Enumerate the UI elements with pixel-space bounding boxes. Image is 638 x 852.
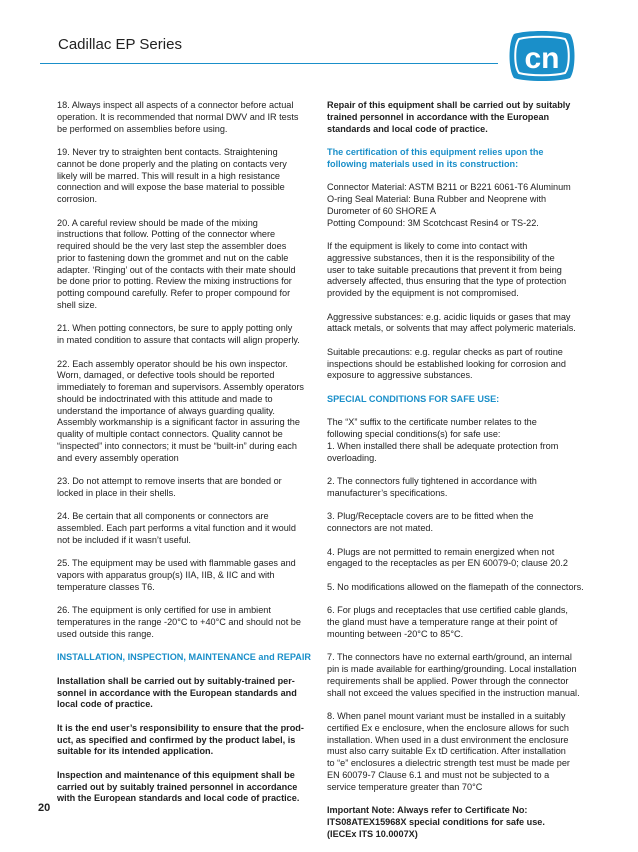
paragraph: 8. When panel mount variant must be installed in a suitably certified Ex e enclosure, when the enclosure allows for such installation. When used in a dust environment the enclosure must also carry suitable Ex tD certification. After installation to “e” enclosures a dielectric strength test must be made per EN 60079-7 Clause 6.1 and must not be subjected to a service temperature greater than 70°C: [327, 711, 570, 792]
paragraph: Suitable precautions: e.g. regular checks as part of routine inspections should be established looking for corrosion and exposure to aggressive substances.: [327, 346, 566, 381]
paragraph: 4. Plugs are not permitted to remain energized when not engaged to the receptacles as per EN 60079-0; clause 20.2: [327, 546, 568, 569]
paragraph: Important Note: Always refer to Certificate No: ITS08ATEX15968X special conditions for safe use. (IECEx ITS 10.0007X): [327, 805, 545, 839]
paragraph: It is the end user’s responsibility to ensure that the prod- uct, as specified and confirmed by the product label, is suitable for its intended application.: [57, 722, 304, 757]
paragraph: 19. Never try to straighten bent contacts. Straightening cannot be done properly and the plating on contacts very likely will be marred. This will result in a high resistance connection and will expose the base material to possible corrosion.: [57, 147, 287, 204]
paragraph: 22. Each assembly operator should be his own inspector. Worn, damaged, or defective tools should be reported immediately to foreman and supervisors. Assembly operators should be indoctrinated with this attitude and made to understand the importance of always guarding quality. Assembly workmanship is a significant factor in assuring the quality of multiple contact connectors. Quality cannot be “inspected” into connectors; it must be “built-in” during each and every assembly operation: [57, 358, 304, 463]
paragraph: Installation shall be carried out by suitably-trained per- sonnel in accordance with the European standards and local code of practice.: [57, 675, 297, 710]
paragraph: 5. No modifications allowed on the flamepath of the connectors.: [327, 581, 584, 592]
logo-text: cn: [524, 42, 560, 75]
paragraph: The “X” suffix to the certificate number relates to the following special conditions(s) for safe use: 1. When installed there shall be adequate protection from overloading.: [327, 417, 559, 463]
paragraph: 7. The connectors have no external earth/ground, an internal pin is made available for earthing/grounding. Local installation requirements shall be applied. Power through the connector shall not exceed the values specified in the instruction manual.: [327, 652, 580, 698]
paragraph: 26. The equipment is only certified for use in ambient temperatures in the range -20°C to +40°C and should not be used outside this range.: [57, 605, 301, 639]
paragraph: 6. For plugs and receptacles that use certified cable glands, the gland must have a temperature range at their point of mounting between -20°C to 85°C.: [327, 605, 568, 639]
right-column: [327, 100, 585, 852]
paragraph: 18. Always inspect all aspects of a connector before actual operation. It is recommended that normal DWV and IR tests be performed on assemblies before using.: [57, 100, 299, 134]
paragraph: Connector Material: ASTM B211 or B221 6061-T6 Aluminum O-ring Seal Material: Buna Rubber and Neoprene with Durometer of 60 SHORE A Potting Compound: 3M Scotchcast Resin4 or TS-22.: [327, 182, 571, 228]
paragraph: Repair of this equipment shall be carried out by suitably trained personnel in accordance with the European standards and local code of practice.: [327, 100, 571, 134]
paragraph: 23. Do not attempt to remove inserts that are bonded or locked in place in their shells.: [57, 476, 282, 498]
series-title: Cadillac EP Series: [58, 36, 182, 53]
paragraph: 25. The equipment may be used with flammable gases and vapors with apparatus group(s) IIA, IIB, & IIC and with temperature classes T6.: [57, 558, 296, 592]
paragraph: 21. When potting connectors, be sure to apply potting only in mated condition to assure that contacts will align properly.: [57, 323, 300, 345]
paragraph: 2. The connectors fully tightened in accordance with manufacturer’s specifications.: [327, 476, 537, 498]
paragraph: 20. A careful review should be made of the mixing instructions that follow. Potting of the connector where required should be the very last step the assembler does prior to fastening down the grommet and nut on the cable adapter. ‘Ringing’ out of the contacts with their mate should be done prior to potting. Review the mixing instructions for potting compound carefully. Refer to proper compound for shell size.: [57, 217, 296, 310]
left-column: [57, 100, 311, 817]
paragraph: Aggressive substances: e.g. acidic liquids or gases that may attack metals, or solvents that may affect polymeric materials.: [327, 311, 576, 334]
paragraph: If the equipment is likely to come into contact with aggressive substances, then it is the responsibility of the user to take suitable precautions that prevent it from being adversely affected, thus ensuring that the type of protection provided by the equipment is not compromised.: [327, 241, 567, 298]
section-heading: The certification of this equipment relies upon the following materials used in its construction:: [327, 147, 544, 169]
paragraph: 24. Be certain that all components or connectors are assembled. Each part performs a vital function and it would not be included if it wasn’t useful.: [57, 511, 296, 545]
paragraph: 3. Plug/Receptacle covers are to be fitted when the connectors are not mated.: [327, 511, 534, 533]
section-heading: INSTALLATION, INSPECTION, MAINTENANCE and REPAIR: [57, 652, 311, 663]
cn-logo-icon: [504, 28, 580, 84]
page-number: 20: [38, 802, 51, 814]
section-heading: SPECIAL CONDITIONS FOR SAFE USE:: [327, 393, 500, 404]
header-rule: [40, 63, 498, 64]
paragraph: Inspection and maintenance of this equipment shall be carried out by suitably trained personnel in accordance with the European standards and local code of practice.: [57, 769, 300, 804]
